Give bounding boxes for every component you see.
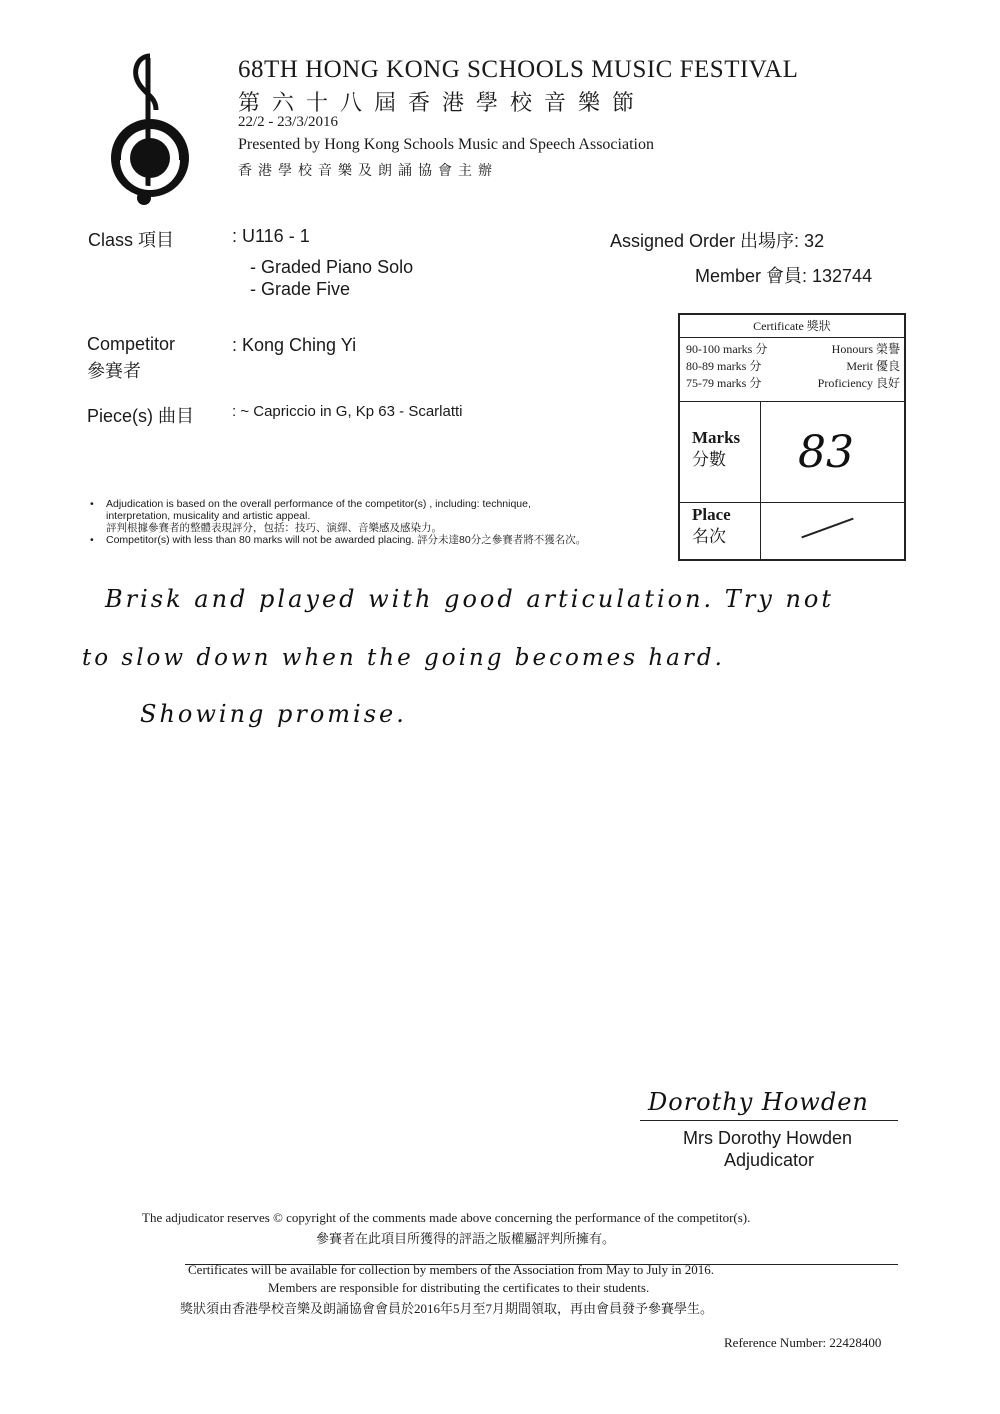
award-range: 80-89 marks 分 xyxy=(686,359,762,373)
marks-value: 83 xyxy=(798,427,854,478)
place-label: Place 名次 xyxy=(692,505,731,546)
reference-number: Reference Number: 22428400 xyxy=(724,1335,882,1350)
award-row-proficiency xyxy=(686,375,900,392)
member-number: Member 會員: 132744 xyxy=(695,266,873,286)
award-range: 75-79 marks 分 xyxy=(686,376,762,390)
class-description-2: - Grade Five xyxy=(250,279,351,299)
class-description-1: - Graded Piano Solo xyxy=(250,257,414,277)
presenter-line: Presented by Hong Kong Schools Music and Speech Association xyxy=(238,136,654,153)
class-label: Class 項目 xyxy=(88,230,175,250)
piece-title: : ~ Capriccio in G, Kp 63 - Scarlatti xyxy=(232,403,463,420)
certificate-heading: Certificate 獎狀 xyxy=(680,315,904,338)
collection-notice-2: Members are responsible for distributing the certificates to their students. xyxy=(268,1280,650,1295)
adjudication-notes: • Adjudication is based on the overall performance of the competitor(s) , including: technique, interpretation, musicality and artistic appeal. 評判根據參賽者的整體表現評分，包括：技巧、演繹、音樂感及感染力。 • Competitor(s) with less than 80 marks will not be awarded placing. 評分未達80分之參賽者將不獲名次。 xyxy=(90,498,587,546)
certificate-row-divider xyxy=(680,502,904,503)
note-1-cont: interpretation, musicality and artistic appeal. xyxy=(106,510,311,522)
note-2: Competitor(s) with less than 80 marks will not be awarded placing. 評分未達80分之參賽者將不獲名次。 xyxy=(106,534,587,546)
adjudicator-name: Mrs Dorothy Howden xyxy=(683,1128,853,1148)
pieces-label: Piece(s) 曲目 xyxy=(87,406,195,426)
presenter-line-chinese: 香港學校音樂及朗誦協會主辦 xyxy=(238,164,498,179)
adjudicator-signature: Dorothy Howden xyxy=(648,1088,869,1116)
certificate-award-table xyxy=(686,341,900,392)
certificate-divider xyxy=(680,401,904,402)
comment-line-1: Brisk and played with good articulation. Try not xyxy=(105,585,835,613)
award-name: Proficiency 良好 xyxy=(817,376,900,390)
class-value: : U116 - 1 xyxy=(232,226,310,246)
marks-label: Marks 分數 xyxy=(692,428,741,469)
award-name: Merit 優良 xyxy=(846,359,900,373)
certificate-box xyxy=(678,313,906,561)
certificate-column-divider xyxy=(760,401,761,559)
award-row-merit xyxy=(686,358,900,375)
award-range: 90-100 marks 分 xyxy=(686,342,768,356)
award-name: Honours 榮譽 xyxy=(831,342,900,356)
assigned-order: Assigned Order 出場序: 32 xyxy=(610,231,825,251)
award-row-honours xyxy=(686,341,900,358)
adjudicator-title: Adjudicator xyxy=(724,1150,815,1170)
competitor-name: : Kong Ching Yi xyxy=(232,335,357,355)
competitor-label-chinese: 參賽者 xyxy=(87,361,141,381)
copyright-notice-chinese: 參賽者在此項目所獲得的評語之版權屬評判所擁有。 xyxy=(316,1231,616,1246)
signature-line xyxy=(640,1120,898,1121)
note-1: Adjudication is based on the overall performance of the competitor(s) , including: technique, xyxy=(106,498,531,510)
collection-notice: Certificates will be available for collection by members of the Association from May to July in 2016. xyxy=(188,1262,715,1277)
comment-line-3: Showing promise. xyxy=(140,700,407,728)
competitor-label: Competitor xyxy=(87,334,176,354)
comment-line-2: to slow down when the going becomes hard. xyxy=(82,645,725,671)
festival-dates: 22/2 - 23/3/2016 xyxy=(238,114,338,130)
note-1-chinese: 評判根據參賽者的整體表現評分，包括：技巧、演繹、音樂感及感染力。 xyxy=(106,522,442,534)
treble-clef-logo-icon xyxy=(100,48,200,208)
copyright-notice: The adjudicator reserves © copyright of the comments made above concerning the performance of the competitor(s). xyxy=(142,1210,751,1225)
festival-title-chinese: 第六十八屆香港學校音樂節 xyxy=(238,90,647,115)
place-dash-mark xyxy=(801,518,853,539)
festival-title: 68TH HONG KONG SCHOOLS MUSIC FESTIVAL xyxy=(238,56,799,83)
collection-notice-chinese: 獎狀須由香港學校音樂及朗誦協會會員於2016年5月至7月期間領取，再由會員發予參賽學生。 xyxy=(180,1301,714,1316)
